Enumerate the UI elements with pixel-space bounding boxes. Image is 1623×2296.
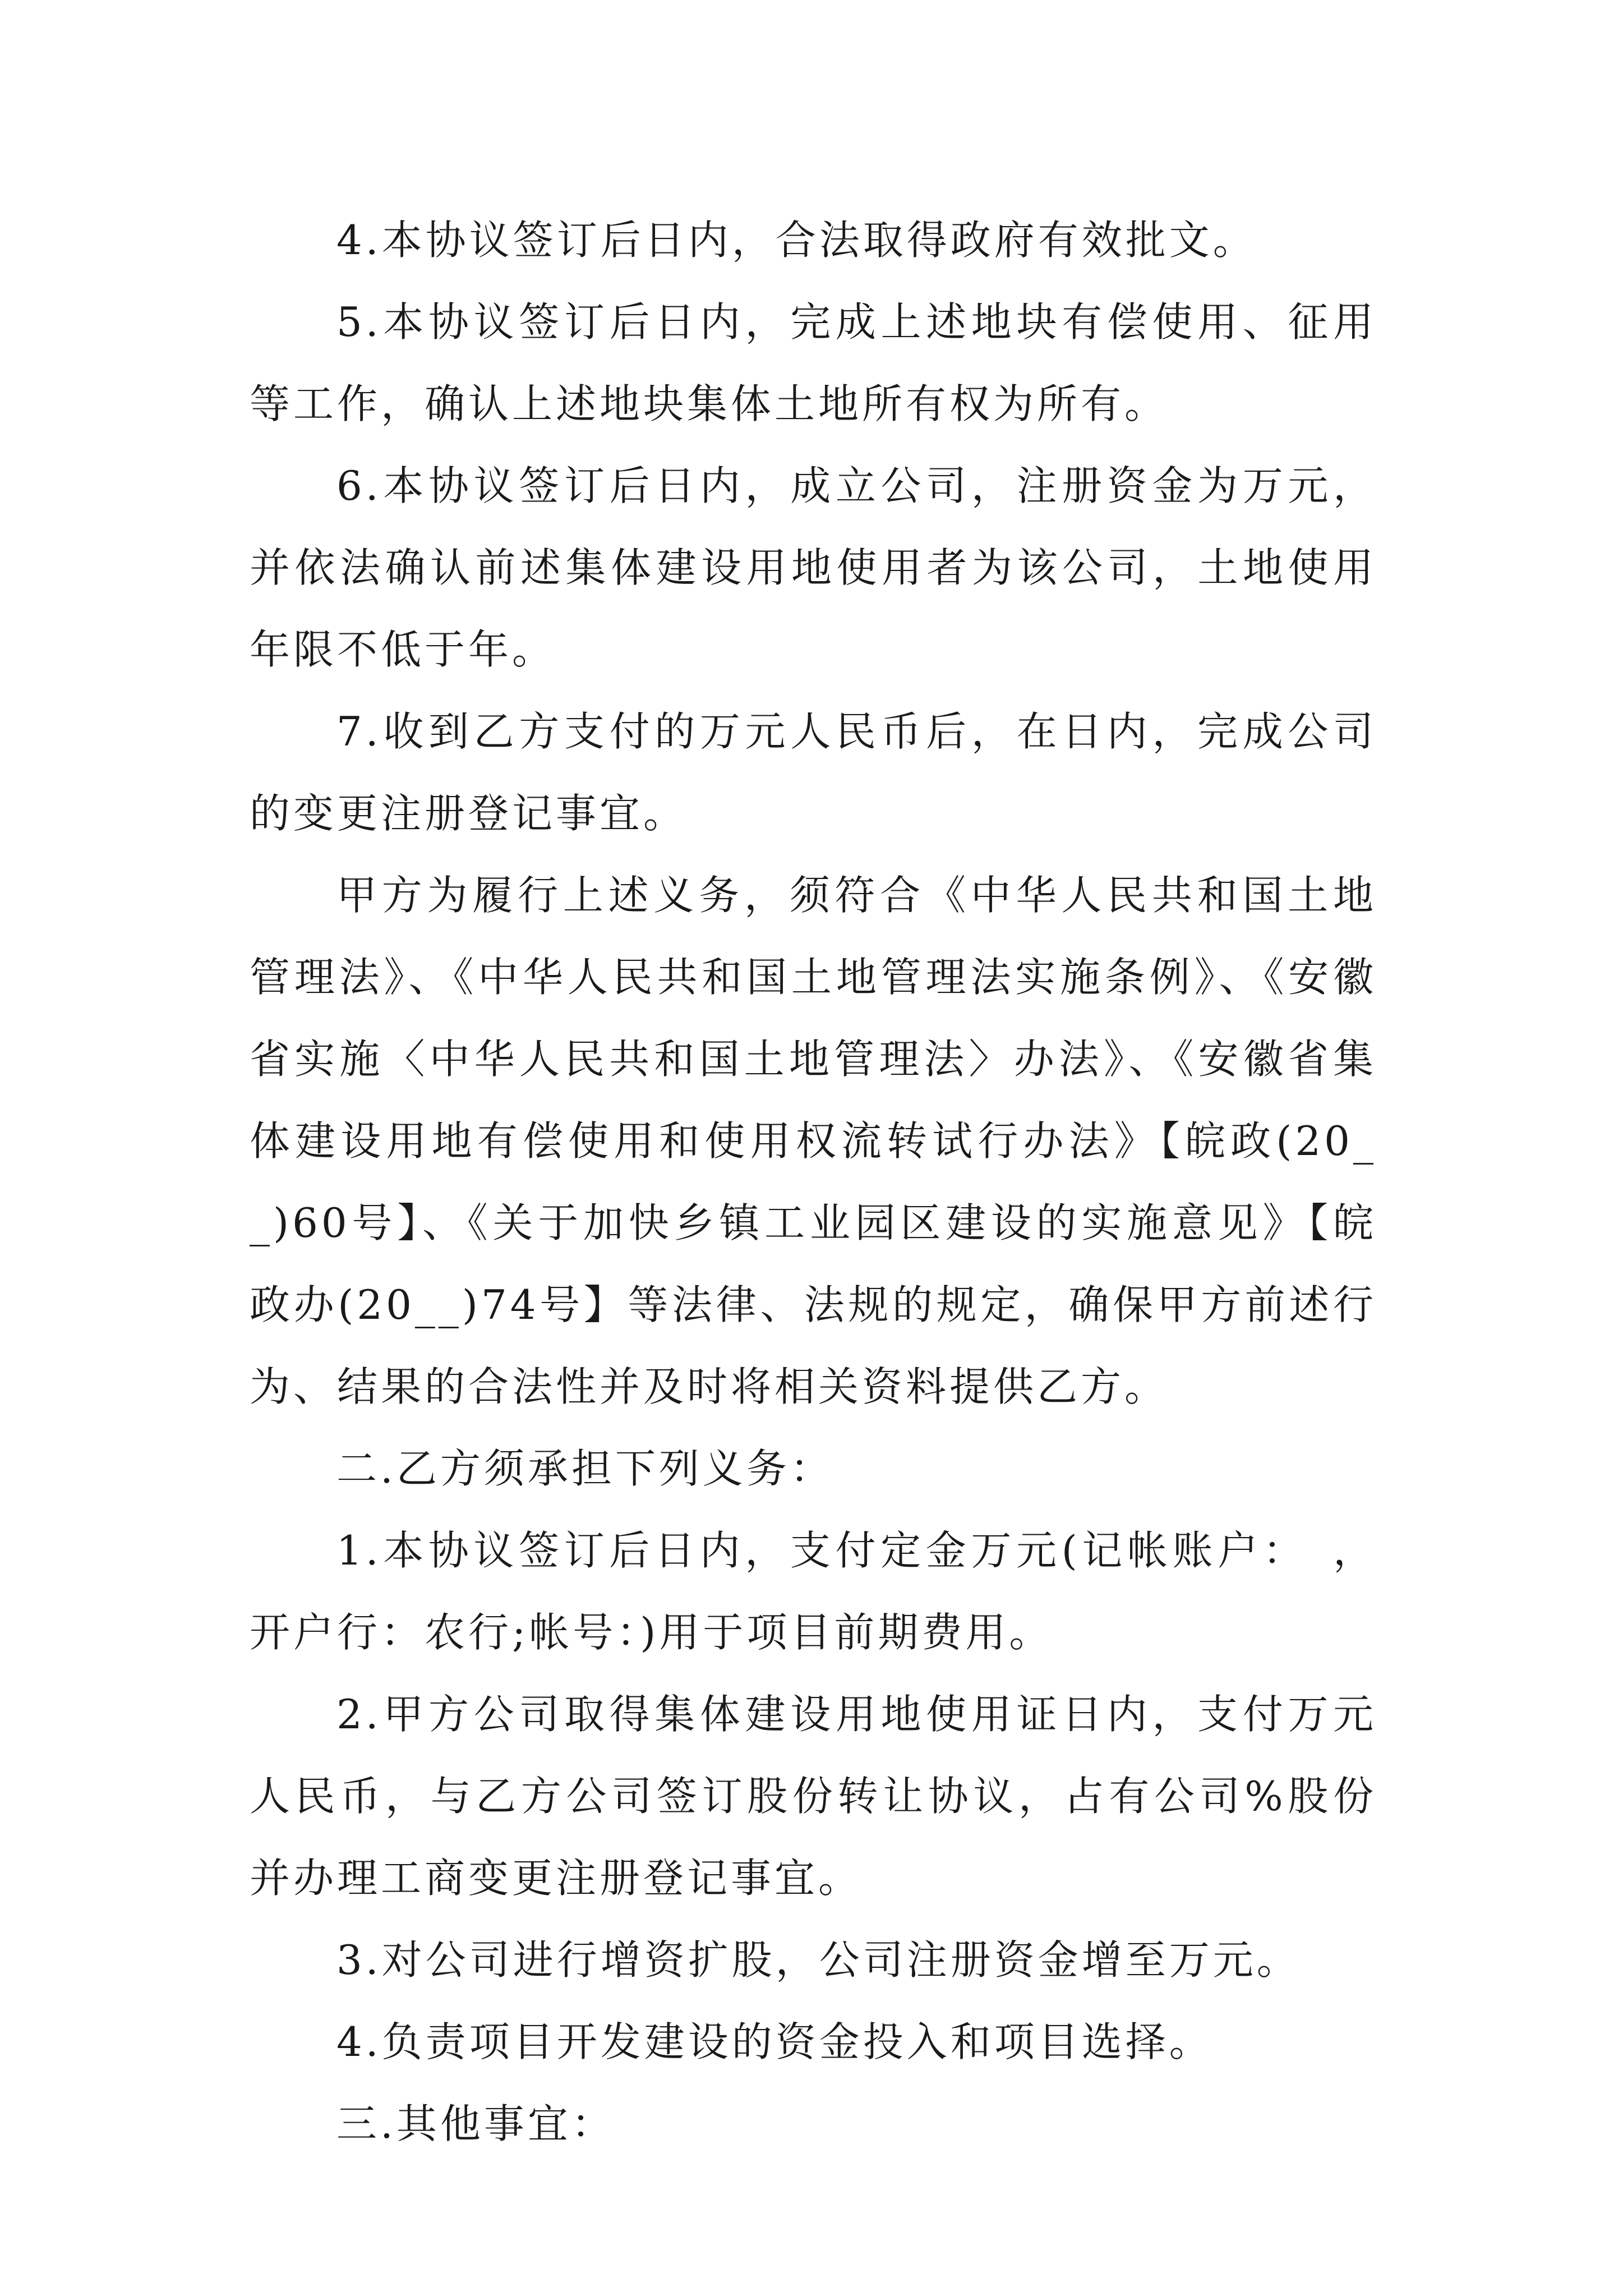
paragraph-party-a-duty-6: 6.本协议签订后日内，成立公司，注册资金为万元，并依法确认前述集体建设用地使用者为该公司，土地使用年限不低于年。 [250, 462, 1377, 673]
section-heading-other-matters: 三.其他事宜： [336, 2100, 615, 2147]
paragraph-party-a-legal-compliance: 甲方为履行上述义务，须符合《中华人民共和国土地管理法》、《中华人民共和国土地管理法实施条例》、《安徽省实施〈中华人民共和国土地管理法〉办法》、《安徽省集体建设用地有偿使用和使用权流转试行办法》【皖政(20__)60号】、《关于加快乡镇工业园区建设的实施意见》【皖政办(20__)74号】等法律、法规的规定，确保甲方前述行为、结果的合法性并及时将相关资料提供乙方。 [250, 872, 1377, 1410]
paragraph-party-b-duty-1: 1.本协议签订后日内，支付定金万元(记帐账户： ，开户行：农行;帐号：)用于项目前期费用。 [250, 1527, 1377, 1656]
paragraph-party-a-duty-7: 7.收到乙方支付的万元人民币后，在日内，完成公司的变更注册登记事宜。 [250, 708, 1377, 837]
paragraph-party-b-duty-4: 4.负责项目开发建设的资金投入和项目选择。 [336, 2018, 1213, 2065]
paragraph-party-a-duty-4: 4.本协议签订后日内，合法取得政府有效批文。 [336, 217, 1257, 264]
section-heading-party-b-duties: 二.乙方须承担下列义务： [336, 1445, 834, 1492]
document-body [250, 199, 1377, 2165]
paragraph-party-b-duty-3: 3.对公司进行增资扩股，公司注册资金增至万元。 [336, 1936, 1301, 1984]
paragraph-party-b-duty-2: 2.甲方公司取得集体建设用地使用证日内，支付万元人民币，与乙方公司签订股份转让协议，占有公司%股份并办理工商变更注册登记事宜。 [250, 1691, 1377, 1902]
paragraph-party-a-duty-5: 5.本协议签订后日内，完成上述地块有偿使用、征用等工作，确认上述地块集体土地所有权为所有。 [250, 298, 1377, 427]
